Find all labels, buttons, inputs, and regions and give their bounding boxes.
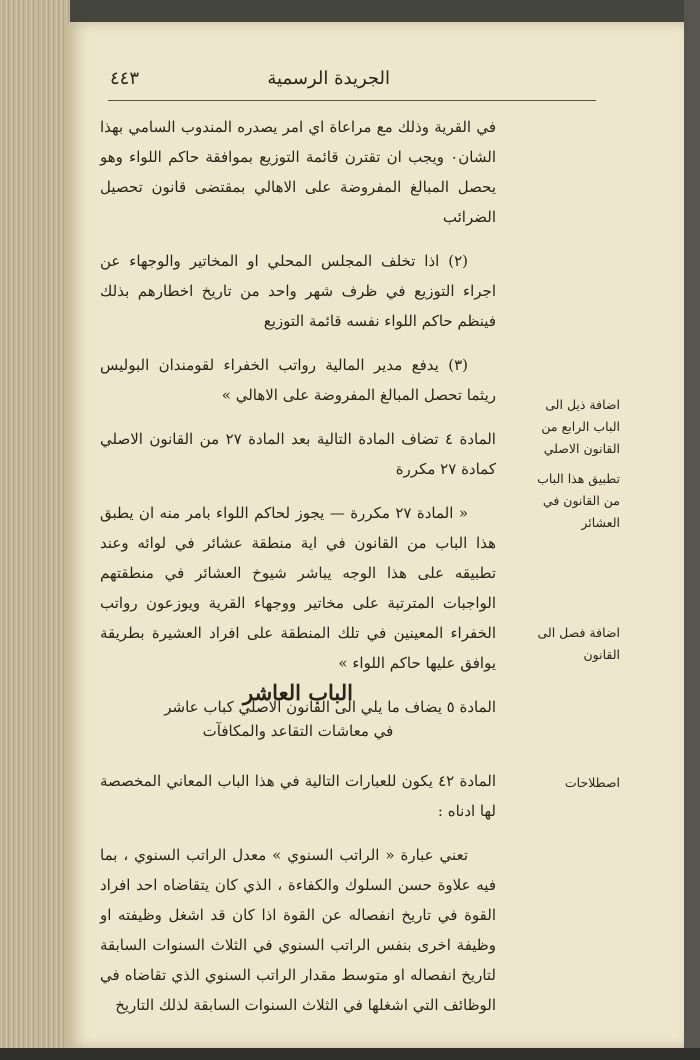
paragraph: المادة ٤٢ يكون للعبارات التالية في هذا الباب المعاني المخصصة لها ادناه : xyxy=(100,772,496,820)
paragraph: المادة ٥ يضاف ما يلي الى القانون الاصلي كباب عاشر xyxy=(164,698,496,716)
margin-note: تطبيق هذا الباب من القانون في العشائر xyxy=(537,471,620,530)
running-header xyxy=(100,68,600,98)
paragraph: « المادة ٢٧ مكررة — يجوز لحاكم اللواء بامر منه ان يطبق هذا الباب من القانون في اية منطقة عشائر في لوائه وعند تطبيقه على هذا الوجه يباشر شيوخ العشائر في منطقتهم الواجبات المترتبة على مخاتير ووجهاء القرية ويوزعون رواتب الخفراء المعينين في تلك المنطقة على افراد العشيرة بطريقة يوافق عليها حاكم اللواء » xyxy=(100,504,496,672)
chapter-subtitle: في معاشات التقاعد والمكافآت xyxy=(202,722,394,740)
margin-note: اضافة فصل الى القانون xyxy=(537,625,620,662)
paragraph: المادة ٤ تضاف المادة التالية بعد المادة ٢٧ من القانون الاصلي كمادة ٢٧ مكررة xyxy=(100,430,496,478)
margin-note: اضافة ذيل الى الباب الرابع من القانون الاصلي xyxy=(541,397,620,456)
margin-note: اصطلاحات xyxy=(564,775,620,790)
page-title: الجريدة الرسمية xyxy=(267,68,390,89)
body-text-bottom xyxy=(100,766,496,1034)
paragraph: (٣) يدفع مدير المالية رواتب الخفراء لقومندان البوليس ريثما تحصل المبالغ المفروضة على الاهالي » xyxy=(100,356,496,404)
body-text-top xyxy=(100,112,496,736)
paragraph: في القرية وذلك مع مراعاة اي امر يصدره المندوب السامي بهذا الشان٠ ويجب ان تقترن قائمة التوزيع بموافقة حاكم اللواء وهو يحصل المبالغ المفروضة على الاهالي بمقتضى قانون تحصيل الضرائب xyxy=(100,118,496,226)
chapter-title: الباب العاشر xyxy=(243,680,353,705)
page-number: ٤٤٣ xyxy=(110,68,140,89)
paragraph: تعني عبارة « الراتب السنوي » معدل الراتب السنوي ، بما فيه علاوة حسن السلوك والكفاءة ، الذي كان يتقاضاه احد افراد القوة في تاريخ انفصاله عن القوة اذا كان قد اشغل وظيفته او وظيفة اخرى بنفس الراتب السنوي في الثلاث السنوات السابقة لتاريخ انفصاله او متوسط مقدار الراتب السنوي الذي تقاضاه في الوظائف التي اشغلها في الثلاث السنوات السابقة لذلك التاريخ xyxy=(100,846,496,1014)
page-edges xyxy=(0,0,70,1060)
background-edge xyxy=(684,0,700,1060)
paragraph: (٢) اذا تخلف المجلس المحلي او المخاتير والوجهاء عن اجراء التوزيع في ظرف شهر واحد من تاريخ اخطارهم بذلك فينظم حاكم اللواء نفسه قائمة التوزيع xyxy=(100,252,496,330)
background-bottom xyxy=(0,1048,700,1060)
header-rule xyxy=(108,100,596,101)
